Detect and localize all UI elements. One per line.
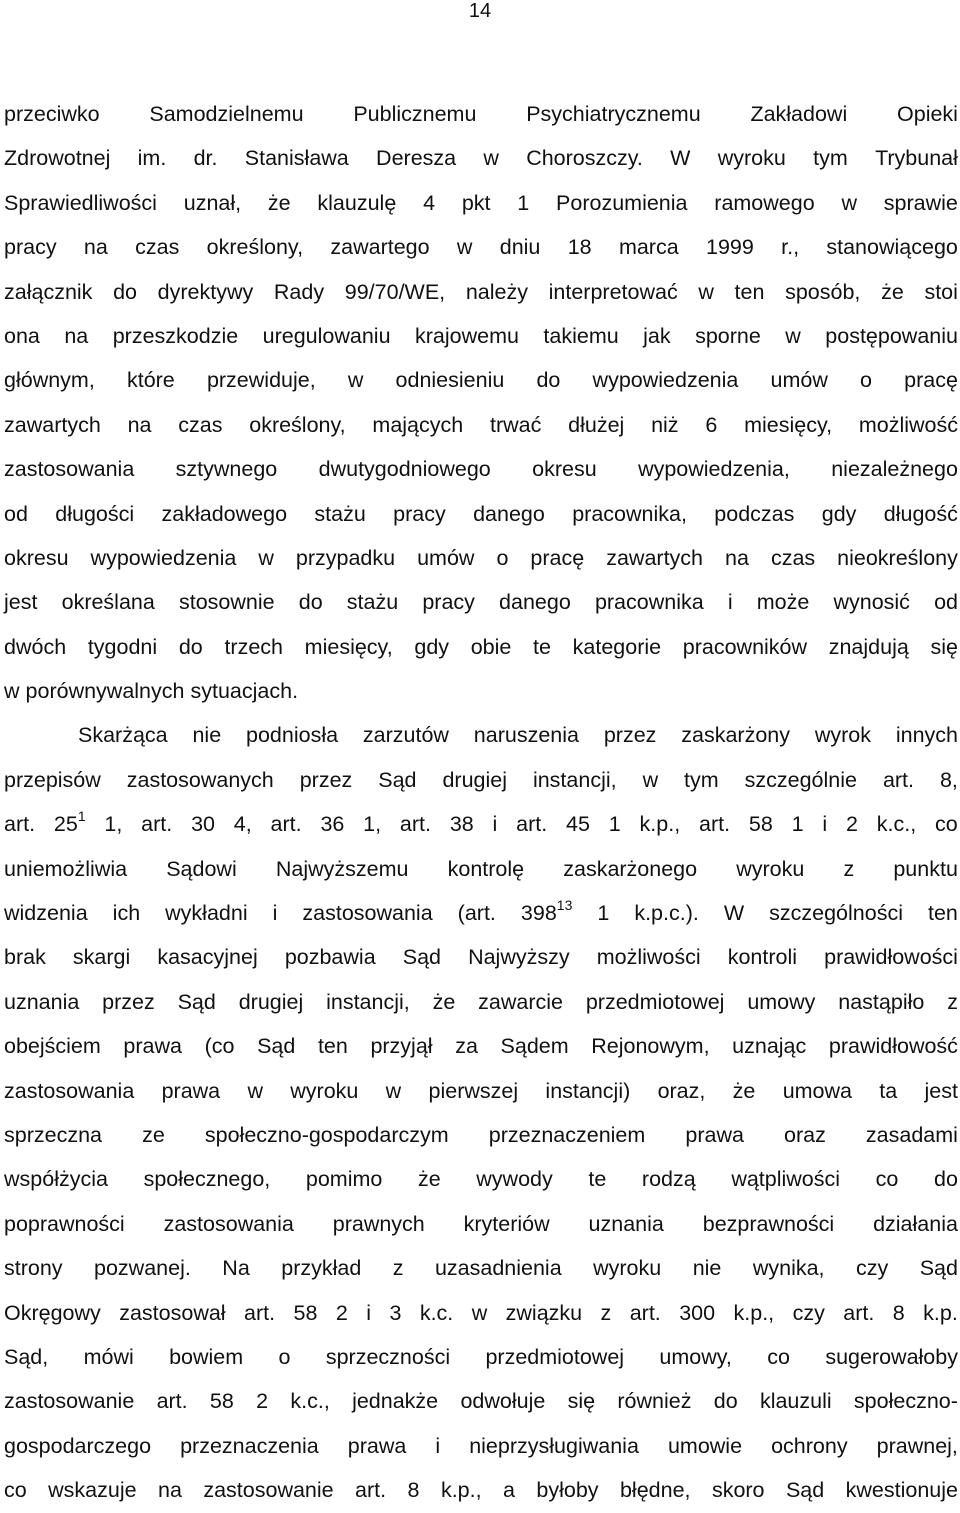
text-line: pracy na czas określony, zawartego w dniu 18 marca 1999 r., stanowiącego xyxy=(4,235,958,260)
text-line: Okręgowy zastosował art. 58 2 i 3 k.c. w związku z art. 300 k.p., czy art. 8 k.p. xyxy=(4,1300,958,1325)
text-line: uznania przez Sąd drugiej instancji, że zawarcie przedmiotowej umowy nastąpiło z xyxy=(4,989,958,1014)
text-line: zastosowania sztywnego dwutygodniowego okresu wypowiedzenia, niezależnego xyxy=(4,457,958,482)
text-line: dwóch tygodni do trzech miesięcy, gdy obie te kategorie pracowników znajdują się xyxy=(4,634,958,659)
text-line: w porównywalnych sytuacjach. xyxy=(4,679,299,704)
page-number: 14 xyxy=(468,0,492,22)
text-line: od długości zakładowego stażu pracy danego pracownika, podczas gdy długość xyxy=(4,501,958,526)
text-line: Sprawiedliwości uznał, że klauzulę 4 pkt 1 Porozumienia ramowego w sprawie xyxy=(4,190,958,215)
text-line: ona na przeszkodzie uregulowaniu krajowemu takiemu jak sporne w postępowaniu xyxy=(4,323,958,348)
text-line: gospodarczego przeznaczenia prawa i nieprzysługiwania umowie ochrony prawnej, xyxy=(4,1433,958,1458)
text-line: sprzeczna ze społeczno-gospodarczym przeznaczeniem prawa oraz zasadami xyxy=(4,1122,958,1147)
text-line: widzenia ich wykładni i zastosowania (art. $398^{13}$ 1 k.p.c.). W szczególności ten xyxy=(4,897,958,926)
text-line: zawartych na czas określony, mających trwać dłużej niż 6 miesięcy, możliwość xyxy=(4,412,958,437)
text-line: przepisów zastosowanych przez Sąd drugiej instancji, w tym szczególnie art. 8, xyxy=(4,767,958,792)
text-line: okresu wypowiedzenia w przypadku umów o pracę zawartych na czas nieokreślony xyxy=(4,545,958,570)
text-line: co wskazuje na zastosowanie art. 8 k.p., a byłoby błędne, skoro Sąd kwestionuje xyxy=(4,1478,958,1503)
text-line: jest określana stosownie do stażu pracy danego pracownika i może wynosić od xyxy=(4,590,958,615)
text-line: zastosowanie art. 58 2 k.c., jednakże odwołuje się również do klauzuli społeczno- xyxy=(4,1389,958,1414)
text-line: obejściem prawa (co Sąd ten przyjął za Sądem Rejonowym, uznając prawidłowość xyxy=(4,1034,958,1059)
text-line: Skarżąca nie podniosła zarzutów naruszenia przez zaskarżony wyrok innych xyxy=(78,723,958,748)
text-line: poprawności zastosowania prawnych kryteriów uznania bezprawności działania xyxy=(4,1211,958,1236)
text-line: strony pozwanej. Na przykład z uzasadnienia wyroku nie wynika, czy Sąd xyxy=(4,1256,958,1281)
text-line: art. $25^1$ 1, art. 30 4, art. 36 1, art. 38 i art. 45 1 k.p., art. 58 1 i 2 k.c., co xyxy=(4,808,958,837)
text-line: zastosowania prawa w wyroku w pierwszej instancji) oraz, że umowa ta jest xyxy=(4,1078,958,1103)
text-line: uniemożliwia Sądowi Najwyższemu kontrolę zaskarżonego wyroku z punktu xyxy=(4,856,958,881)
text-line: głównym, które przewiduje, w odniesieniu do wypowiedzenia umów o pracę xyxy=(4,368,958,393)
text-line: Zdrowotnej im. dr. Stanisława Deresza w Choroszczy. W wyroku tym Trybunał xyxy=(4,146,958,171)
text-line: współżycia społecznego, pomimo że wywody te rodzą wątpliwości co do xyxy=(4,1167,958,1192)
text-line: brak skargi kasacyjnej pozbawia Sąd Najwyższy możliwości kontroli prawidłowości xyxy=(4,945,958,970)
text-line: załącznik do dyrektywy Rady 99/70/WE, należy interpretować w ten sposób, że stoi xyxy=(4,279,958,304)
text-line: Sąd, mówi bowiem o sprzeczności przedmiotowej umowy, co sugerowałoby xyxy=(4,1344,958,1369)
text-line: przeciwko Samodzielnemu Publicznemu Psychiatrycznemu Zakładowi Opieki xyxy=(4,102,958,126)
body-text xyxy=(4,92,958,1513)
